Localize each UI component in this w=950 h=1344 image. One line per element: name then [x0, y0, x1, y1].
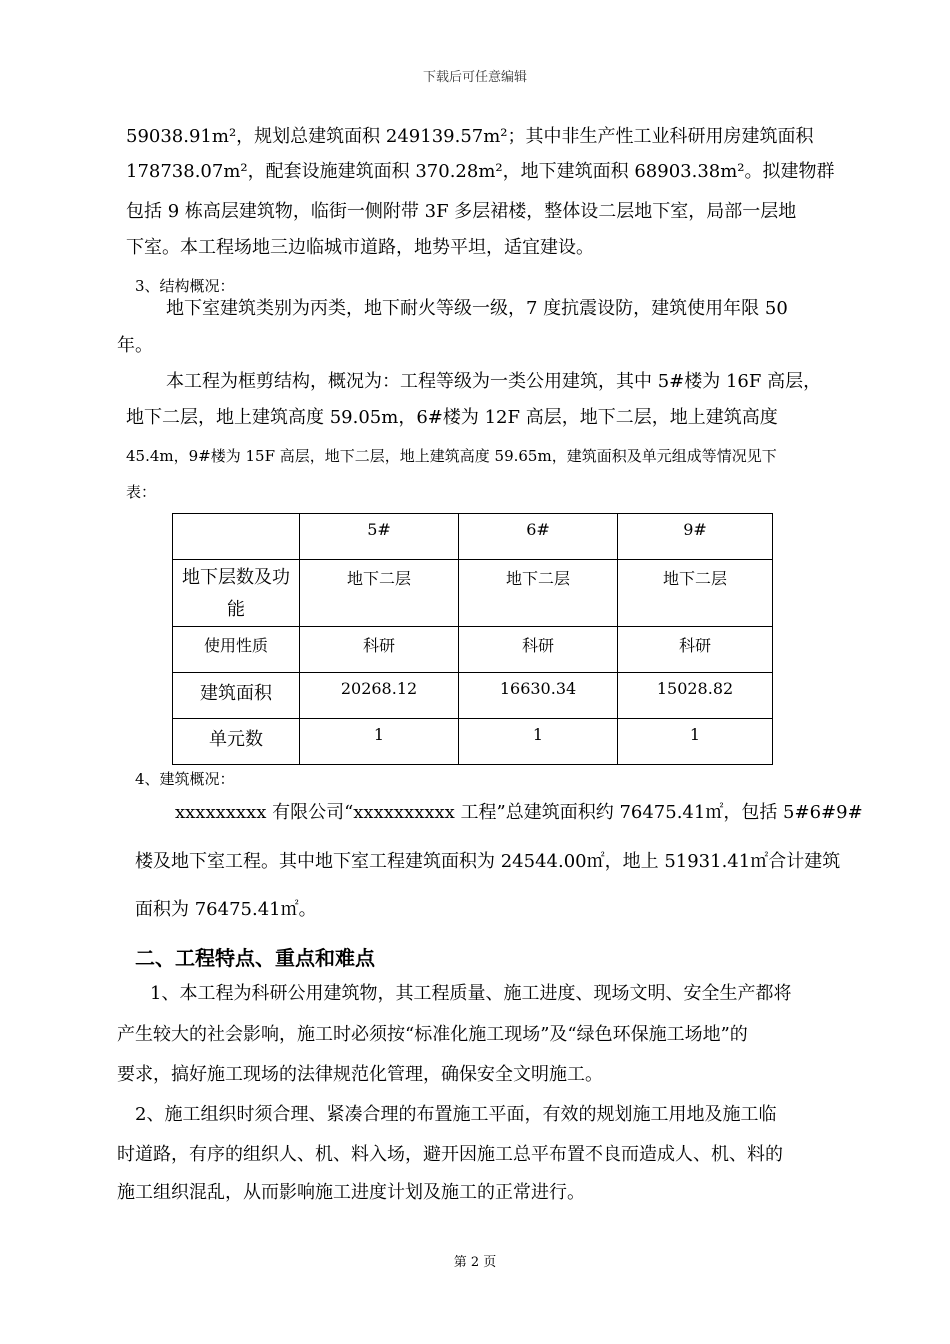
table-cell: 16630.34	[459, 673, 618, 719]
table-header-cell: 6#	[459, 514, 618, 560]
paragraph-line: 地下室建筑类别为丙类，地下耐火等级一级，7 度抗震设防，建筑使用年限 50	[166, 298, 788, 319]
paragraph-line: 下室。本工程场地三边临城市道路，地势平坦，适宜建设。	[126, 237, 594, 258]
table-row-label: 地下层数及功能	[173, 560, 300, 627]
paragraph-line: 施工组织混乱，从而影响施工进度计划及施工的正常进行。	[117, 1182, 585, 1203]
table-header-cell: 9#	[618, 514, 773, 560]
table-cell: 1	[618, 719, 773, 765]
chapter-heading: 二、工程特点、重点和难点	[135, 946, 375, 970]
table-row-label: 建筑面积	[173, 673, 300, 719]
table-row-label: 单元数	[173, 719, 300, 765]
table-cell: 1	[459, 719, 618, 765]
section-heading-building: 4、建筑概况：	[135, 770, 235, 788]
paragraph-line: 59038.91m²，规划总建筑面积 249139.57m²；其中非生产性工业科研用房建筑面积	[126, 126, 814, 147]
section-heading-structure: 3、结构概况：	[135, 277, 235, 295]
paragraph-line: 表：	[126, 483, 157, 501]
page-header: 下载后可任意编辑	[422, 70, 527, 85]
table-cell: 科研	[459, 627, 618, 673]
table-header-cell: 5#	[300, 514, 459, 560]
table-row	[173, 673, 773, 719]
paragraph-line: 1、本工程为科研公用建筑物，其工程质量、施工进度、现场文明、安全生产都将	[150, 983, 792, 1004]
paragraph-line: 本工程为框剪结构，概况为：工程等级为一类公用建筑，其中 5#楼为 16F 高层，	[166, 371, 822, 392]
building-info-table	[172, 513, 773, 765]
paragraph-line: 面积为 76475.41㎡。	[135, 899, 317, 920]
table-cell: 地下二层	[618, 560, 773, 627]
table-header-cell	[173, 514, 300, 560]
table-row-label: 使用性质	[173, 627, 300, 673]
paragraph-line: 产生较大的社会影响，施工时必须按“标准化施工现场”及“绿色环保施工场地”的	[117, 1024, 748, 1045]
table-row	[173, 560, 773, 627]
table-cell: 地下二层	[459, 560, 618, 627]
paragraph-line: 2、施工组织时须合理、紧凑合理的布置施工平面，有效的规划施工用地及施工临	[135, 1104, 777, 1125]
paragraph-line: 年。	[117, 335, 153, 356]
table-cell: 15028.82	[618, 673, 773, 719]
paragraph-line: 45.4m，9#楼为 15F 高层，地下二层，地上建筑高度 59.65m，建筑面积及单元组成等情况见下	[126, 447, 777, 465]
paragraph-line: 地下二层，地上建筑高度 59.05m，6#楼为 12F 高层，地下二层，地上建筑高度	[126, 407, 778, 428]
table-header-row	[173, 514, 773, 560]
paragraph-line: xxxxxxxxx 有限公司“xxxxxxxxxx 工程”总建筑面积约 76475.41㎡，包括 5#6#9#	[175, 802, 863, 823]
table-row	[173, 627, 773, 673]
paragraph-line: 要求，搞好施工现场的法律规范化管理，确保安全文明施工。	[117, 1064, 603, 1085]
paragraph-line: 178738.07m²，配套设施建筑面积 370.28m²，地下建筑面积 68903.38m²。拟建物群	[126, 161, 835, 182]
table-row	[173, 719, 773, 765]
page-number: 第 2 页	[453, 1255, 497, 1270]
table-cell: 科研	[300, 627, 459, 673]
paragraph-line: 楼及地下室工程。其中地下室工程建筑面积为 24544.00㎡，地上 51931.41㎡合计建筑	[135, 851, 841, 872]
table-cell: 科研	[618, 627, 773, 673]
paragraph-line: 包括 9 栋高层建筑物，临街一侧附带 3F 多层裙楼，整体设二层地下室，局部一层地	[126, 201, 797, 222]
table-cell: 地下二层	[300, 560, 459, 627]
table-cell: 1	[300, 719, 459, 765]
table-cell: 20268.12	[300, 673, 459, 719]
paragraph-line: 时道路，有序的组织人、机、料入场，避开因施工总平布置不良而造成人、机、料的	[117, 1144, 783, 1165]
